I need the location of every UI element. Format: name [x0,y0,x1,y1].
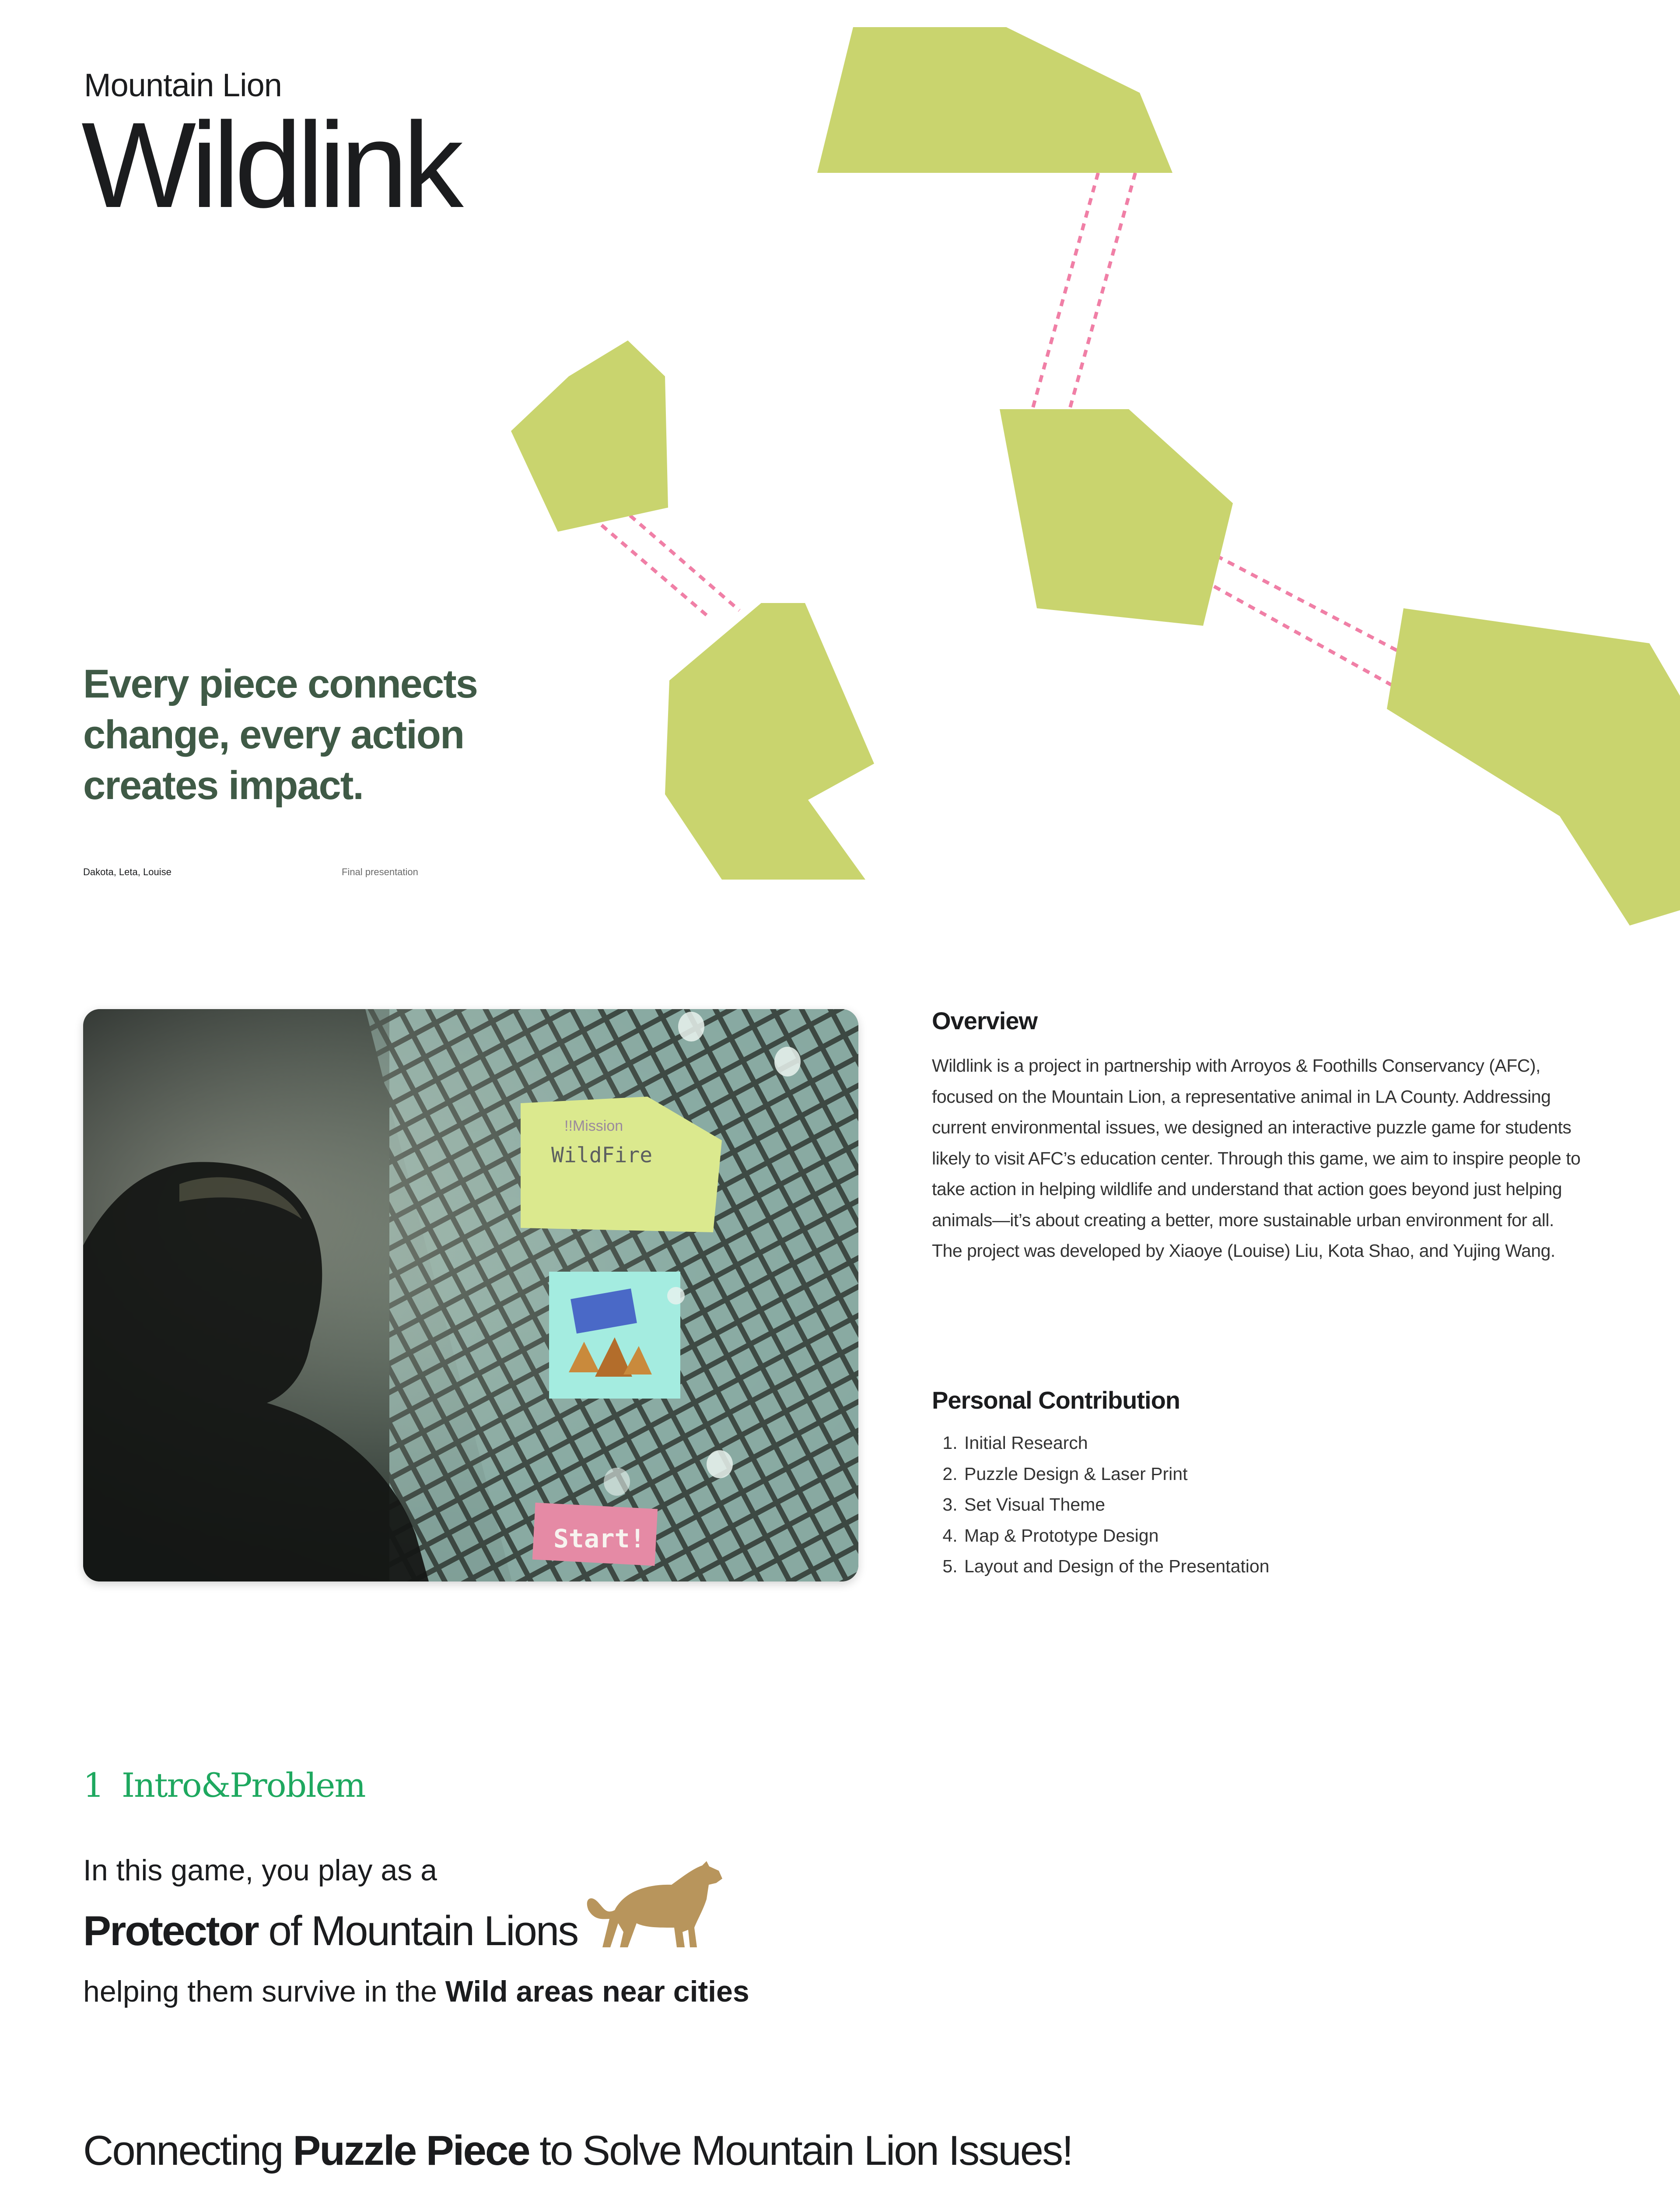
start-label: Start! [553,1524,645,1553]
list-item: 5. Layout and Design of the Presentation [962,1551,1269,1582]
list-item: 2. Puzzle Design & Laser Print [962,1459,1269,1490]
intro-line-3-pre: helping them survive in the [83,1975,445,2008]
puzzle-heading-pre: Connecting [83,2127,293,2174]
mission-name: WildFire [551,1143,653,1168]
shape-middle [1000,409,1233,626]
section-number: 1 [83,1766,105,1805]
intro-emphasis: Protector [83,1907,258,1954]
mountain-lion-icon [580,1858,728,1952]
subtitle-kicker: Mountain Lion [84,67,282,103]
list-item: 4. Map & Prototype Design [962,1520,1269,1551]
authors: Dakota, Leta, Louise [83,866,172,877]
mission-label: !!Mission [564,1118,623,1134]
contribution-list [932,1427,1269,1582]
page-title: Wildlink [81,97,458,233]
list-item: 3. Set Visual Theme [962,1489,1269,1520]
shape-right [1387,608,1680,926]
overview-body: Wildlink is a project in partnership with Arroyos & Foothills Conservancy (AFC), focused on the Mountain Lion, a representative animal in LA County. Addressing current environmental issues, we designed an interactive puzzle game for students likely to visit AFC’s education center. Through this game, we aim to inspire people to take action in helping wildlife and understand that action goes beyond just helping animals—it’s about creating a better, more sustainable urban environment for all. The project was developed by Xiaoye (Louise) Liu, Kota Shao, and Yujing Wang. [932,1055,1581,1261]
list-item: 1. Initial Research [962,1427,1269,1459]
intro-line-2-rest: of Mountain Lions [258,1907,578,1954]
presentation-label: Final presentation [342,866,418,877]
shape-top [817,27,1172,173]
intro-line-2 [83,1907,578,1955]
shape-left [511,340,668,532]
intro-line-1: In this game, you play as a [83,1854,437,1887]
tagline: Every piece connects change, every action creates impact. [83,662,477,808]
connector-dashes [602,173,1400,685]
contribution-heading: Personal Contribution [932,1386,1180,1414]
intro-line-3-emphasis: Wild areas near cities [445,1975,749,2008]
fire-card [549,1272,680,1399]
overview-heading: Overview [932,1007,1038,1034]
puzzle-heading [83,2127,1072,2175]
intro-line-3 [83,1974,749,2009]
project-photo [83,1009,858,1581]
section-title: Intro&Problem [122,1766,365,1805]
shape-lower [665,603,874,880]
puzzle-heading-emphasis: Puzzle Piece [293,2127,529,2174]
puzzle-heading-post: to Solve Mountain Lion Issues! [529,2127,1072,2174]
